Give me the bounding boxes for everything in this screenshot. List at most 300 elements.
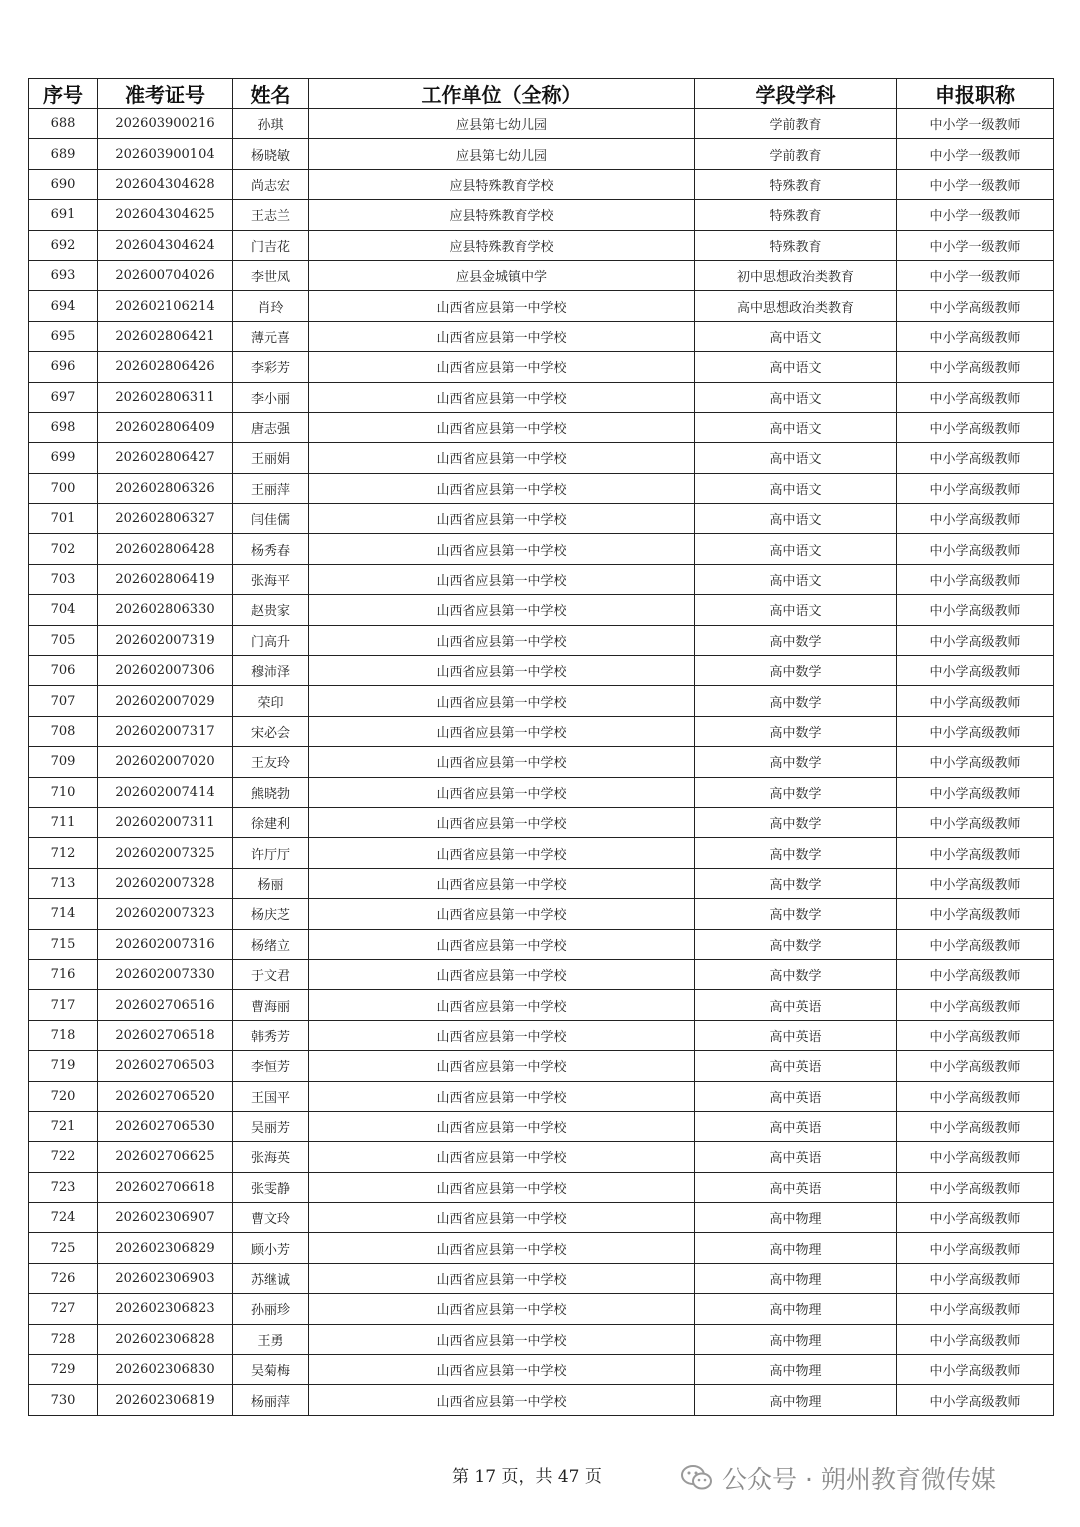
cell-ticket-no: 202602007325 (98, 838, 233, 868)
cell-title: 中小学高级教师 (897, 1385, 1054, 1415)
cell-seq: 697 (29, 382, 98, 412)
cell-seq: 707 (29, 686, 98, 716)
cell-subject: 高中英语 (695, 1020, 897, 1050)
cell-title: 中小学高级教师 (897, 382, 1054, 412)
cell-name: 赵贵家 (233, 595, 309, 625)
cell-ticket-no: 202602007306 (98, 656, 233, 686)
cell-work-unit: 山西省应县第一中学校 (309, 716, 695, 746)
table-row (29, 443, 1054, 473)
cell-seq: 711 (29, 807, 98, 837)
cell-ticket-no: 202602806327 (98, 504, 233, 534)
cell-title: 中小学一级教师 (897, 230, 1054, 260)
cell-seq: 701 (29, 504, 98, 534)
cell-seq: 694 (29, 291, 98, 321)
cell-name: 王丽娟 (233, 443, 309, 473)
cell-ticket-no: 202603900216 (98, 109, 233, 139)
cell-subject: 高中物理 (695, 1355, 897, 1385)
cell-ticket-no: 202602007330 (98, 959, 233, 989)
cell-ticket-no: 202602706503 (98, 1051, 233, 1081)
cell-work-unit: 山西省应县第一中学校 (309, 595, 695, 625)
cell-ticket-no: 202603900104 (98, 139, 233, 169)
cell-seq: 692 (29, 230, 98, 260)
table-row (29, 838, 1054, 868)
table-row (29, 473, 1054, 503)
cell-title: 中小学高级教师 (897, 1111, 1054, 1141)
cell-name: 宋必会 (233, 716, 309, 746)
cell-subject: 高中英语 (695, 1081, 897, 1111)
cell-title: 中小学高级教师 (897, 595, 1054, 625)
cell-subject: 高中数学 (695, 625, 897, 655)
cell-seq: 690 (29, 169, 98, 199)
cell-name: 苏继诚 (233, 1263, 309, 1293)
cell-title: 中小学高级教师 (897, 959, 1054, 989)
roster-table (28, 78, 1054, 1416)
cell-title: 中小学高级教师 (897, 564, 1054, 594)
table-row (29, 899, 1054, 929)
page-footer (0, 1460, 1080, 1494)
table-row (29, 109, 1054, 139)
cell-subject: 高中英语 (695, 990, 897, 1020)
cell-title: 中小学高级教师 (897, 473, 1054, 503)
cell-name: 熊晓勃 (233, 777, 309, 807)
cell-title: 中小学高级教师 (897, 1051, 1054, 1081)
table-row (29, 230, 1054, 260)
cell-seq: 691 (29, 200, 98, 230)
page-number: 第 17 页，共 47 页 (452, 1467, 602, 1487)
cell-work-unit: 山西省应县第一中学校 (309, 990, 695, 1020)
cell-work-unit: 山西省应县第一中学校 (309, 1020, 695, 1050)
cell-name: 王勇 (233, 1324, 309, 1354)
cell-title: 中小学高级教师 (897, 807, 1054, 837)
cell-name: 尚志宏 (233, 169, 309, 199)
cell-title: 中小学一级教师 (897, 169, 1054, 199)
cell-name: 顾小芳 (233, 1233, 309, 1263)
table-row (29, 504, 1054, 534)
cell-subject: 高中物理 (695, 1294, 897, 1324)
table-row (29, 1324, 1054, 1354)
cell-work-unit: 山西省应县第一中学校 (309, 473, 695, 503)
table-row (29, 1020, 1054, 1050)
table-row (29, 382, 1054, 412)
cell-ticket-no: 202602706618 (98, 1172, 233, 1202)
cell-seq: 693 (29, 260, 98, 290)
cell-ticket-no: 202604304625 (98, 200, 233, 230)
cell-title: 中小学高级教师 (897, 625, 1054, 655)
cell-work-unit: 山西省应县第一中学校 (309, 382, 695, 412)
cell-subject: 高中物理 (695, 1385, 897, 1415)
table-row (29, 534, 1054, 564)
table-row (29, 1294, 1054, 1324)
cell-ticket-no: 202602007323 (98, 899, 233, 929)
cell-seq: 719 (29, 1051, 98, 1081)
cell-ticket-no: 202602306823 (98, 1294, 233, 1324)
cell-ticket-no: 202602806311 (98, 382, 233, 412)
cell-name: 韩秀芳 (233, 1020, 309, 1050)
cell-work-unit: 山西省应县第一中学校 (309, 1355, 695, 1385)
cell-name: 唐志强 (233, 412, 309, 442)
cell-name: 吴丽芳 (233, 1111, 309, 1141)
cell-ticket-no: 202602706518 (98, 1020, 233, 1050)
cell-work-unit: 山西省应县第一中学校 (309, 1111, 695, 1141)
cell-seq: 712 (29, 838, 98, 868)
cell-name: 杨晓敏 (233, 139, 309, 169)
table-header-row (29, 79, 1054, 109)
cell-subject: 初中思想政治类教育 (695, 260, 897, 290)
cell-ticket-no: 202602306903 (98, 1263, 233, 1293)
table-row (29, 868, 1054, 898)
cell-name: 王丽萍 (233, 473, 309, 503)
cell-name: 杨庆芝 (233, 899, 309, 929)
cell-work-unit: 山西省应县第一中学校 (309, 534, 695, 564)
cell-work-unit: 应县特殊教育学校 (309, 200, 695, 230)
cell-seq: 702 (29, 534, 98, 564)
cell-title: 中小学高级教师 (897, 899, 1054, 929)
cell-title: 中小学高级教师 (897, 412, 1054, 442)
cell-subject: 高中数学 (695, 929, 897, 959)
table-row (29, 564, 1054, 594)
cell-work-unit: 山西省应县第一中学校 (309, 1081, 695, 1111)
cell-subject: 学前教育 (695, 109, 897, 139)
cell-name: 李小丽 (233, 382, 309, 412)
table-row (29, 929, 1054, 959)
table-row (29, 352, 1054, 382)
cell-title: 中小学一级教师 (897, 200, 1054, 230)
cell-name: 杨丽萍 (233, 1385, 309, 1415)
cell-title: 中小学高级教师 (897, 990, 1054, 1020)
cell-subject: 高中语文 (695, 595, 897, 625)
cell-name: 李彩芳 (233, 352, 309, 382)
cell-title: 中小学高级教师 (897, 777, 1054, 807)
header-work-unit: 工作单位（全称） (309, 79, 695, 109)
cell-ticket-no: 202602007316 (98, 929, 233, 959)
cell-subject: 高中语文 (695, 321, 897, 351)
cell-ticket-no: 202602007029 (98, 686, 233, 716)
cell-seq: 710 (29, 777, 98, 807)
cell-subject: 高中数学 (695, 807, 897, 837)
table-row (29, 139, 1054, 169)
table-row (29, 321, 1054, 351)
cell-subject: 高中数学 (695, 716, 897, 746)
header-seq: 序号 (29, 79, 98, 109)
cell-work-unit: 山西省应县第一中学校 (309, 1324, 695, 1354)
table-row (29, 686, 1054, 716)
cell-subject: 高中数学 (695, 656, 897, 686)
cell-title: 中小学高级教师 (897, 1355, 1054, 1385)
cell-title: 中小学高级教师 (897, 534, 1054, 564)
cell-seq: 716 (29, 959, 98, 989)
cell-work-unit: 山西省应县第一中学校 (309, 899, 695, 929)
cell-ticket-no: 202602806409 (98, 412, 233, 442)
header-ticket-no: 准考证号 (98, 79, 233, 109)
cell-title: 中小学高级教师 (897, 1324, 1054, 1354)
cell-seq: 727 (29, 1294, 98, 1324)
cell-work-unit: 山西省应县第一中学校 (309, 1051, 695, 1081)
cell-subject: 高中英语 (695, 1051, 897, 1081)
cell-work-unit: 山西省应县第一中学校 (309, 686, 695, 716)
cell-seq: 695 (29, 321, 98, 351)
table-row (29, 1203, 1054, 1233)
table-row (29, 716, 1054, 746)
cell-name: 杨秀春 (233, 534, 309, 564)
cell-name: 孙丽珍 (233, 1294, 309, 1324)
cell-seq: 721 (29, 1111, 98, 1141)
cell-seq: 699 (29, 443, 98, 473)
cell-work-unit: 山西省应县第一中学校 (309, 838, 695, 868)
cell-work-unit: 山西省应县第一中学校 (309, 1142, 695, 1172)
cell-title: 中小学高级教师 (897, 1294, 1054, 1324)
cell-seq: 698 (29, 412, 98, 442)
cell-work-unit: 山西省应县第一中学校 (309, 1263, 695, 1293)
cell-ticket-no: 202602806427 (98, 443, 233, 473)
table-row (29, 595, 1054, 625)
cell-subject: 高中数学 (695, 747, 897, 777)
cell-ticket-no: 202602306828 (98, 1324, 233, 1354)
cell-title: 中小学高级教师 (897, 1172, 1054, 1202)
cell-subject: 学前教育 (695, 139, 897, 169)
cell-ticket-no: 202600704026 (98, 260, 233, 290)
header-title: 申报职称 (897, 79, 1054, 109)
cell-seq: 724 (29, 1203, 98, 1233)
table-row (29, 1263, 1054, 1293)
cell-work-unit: 山西省应县第一中学校 (309, 656, 695, 686)
cell-name: 于文君 (233, 959, 309, 989)
watermark (680, 1460, 996, 1496)
cell-subject: 高中语文 (695, 382, 897, 412)
cell-work-unit: 应县第七幼儿园 (309, 109, 695, 139)
cell-seq: 718 (29, 1020, 98, 1050)
cell-ticket-no: 202602806330 (98, 595, 233, 625)
cell-ticket-no: 202602806421 (98, 321, 233, 351)
cell-seq: 688 (29, 109, 98, 139)
cell-name: 杨丽 (233, 868, 309, 898)
cell-seq: 726 (29, 1263, 98, 1293)
cell-title: 中小学高级教师 (897, 1142, 1054, 1172)
table-row (29, 1233, 1054, 1263)
cell-name: 许厅厅 (233, 838, 309, 868)
cell-subject: 高中思想政治类教育 (695, 291, 897, 321)
cell-seq: 689 (29, 139, 98, 169)
cell-subject: 高中英语 (695, 1111, 897, 1141)
cell-subject: 特殊教育 (695, 169, 897, 199)
cell-name: 李恒芳 (233, 1051, 309, 1081)
cell-subject: 高中数学 (695, 777, 897, 807)
roster-table-container (28, 78, 1053, 1416)
cell-work-unit: 山西省应县第一中学校 (309, 807, 695, 837)
cell-seq: 717 (29, 990, 98, 1020)
cell-title: 中小学一级教师 (897, 109, 1054, 139)
cell-seq: 703 (29, 564, 98, 594)
cell-seq: 723 (29, 1172, 98, 1202)
cell-ticket-no: 202604304624 (98, 230, 233, 260)
header-subject: 学段学科 (695, 79, 897, 109)
table-row (29, 412, 1054, 442)
cell-seq: 709 (29, 747, 98, 777)
cell-subject: 特殊教育 (695, 230, 897, 260)
cell-name: 李世凤 (233, 260, 309, 290)
cell-work-unit: 山西省应县第一中学校 (309, 352, 695, 382)
cell-work-unit: 山西省应县第一中学校 (309, 321, 695, 351)
cell-name: 吴菊梅 (233, 1355, 309, 1385)
table-row (29, 1385, 1054, 1415)
cell-title: 中小学高级教师 (897, 352, 1054, 382)
cell-work-unit: 山西省应县第一中学校 (309, 625, 695, 655)
cell-work-unit: 山西省应县第一中学校 (309, 1233, 695, 1263)
cell-title: 中小学高级教师 (897, 656, 1054, 686)
table-row (29, 200, 1054, 230)
cell-ticket-no: 202602806428 (98, 534, 233, 564)
cell-subject: 高中物理 (695, 1263, 897, 1293)
cell-title: 中小学高级教师 (897, 291, 1054, 321)
cell-title: 中小学一级教师 (897, 260, 1054, 290)
cell-name: 曹文玲 (233, 1203, 309, 1233)
cell-seq: 729 (29, 1355, 98, 1385)
cell-name: 孙琪 (233, 109, 309, 139)
cell-name: 张雯静 (233, 1172, 309, 1202)
cell-title: 中小学高级教师 (897, 504, 1054, 534)
cell-subject: 高中数学 (695, 899, 897, 929)
cell-subject: 高中语文 (695, 504, 897, 534)
cell-ticket-no: 202602306830 (98, 1355, 233, 1385)
cell-title: 中小学高级教师 (897, 747, 1054, 777)
wechat-icon (680, 1463, 714, 1493)
table-row (29, 807, 1054, 837)
table-row (29, 1142, 1054, 1172)
cell-work-unit: 山西省应县第一中学校 (309, 564, 695, 594)
cell-title: 中小学高级教师 (897, 1081, 1054, 1111)
cell-work-unit: 山西省应县第一中学校 (309, 443, 695, 473)
cell-title: 中小学一级教师 (897, 139, 1054, 169)
cell-subject: 高中数学 (695, 686, 897, 716)
table-row (29, 959, 1054, 989)
table-body (29, 109, 1054, 1416)
cell-ticket-no: 202602306829 (98, 1233, 233, 1263)
cell-ticket-no: 202602706625 (98, 1142, 233, 1172)
cell-title: 中小学高级教师 (897, 1233, 1054, 1263)
cell-ticket-no: 202602806326 (98, 473, 233, 503)
cell-subject: 高中英语 (695, 1142, 897, 1172)
cell-subject: 高中物理 (695, 1203, 897, 1233)
cell-work-unit: 应县金城镇中学 (309, 260, 695, 290)
table-row (29, 1051, 1054, 1081)
table-row (29, 1081, 1054, 1111)
cell-name: 门吉花 (233, 230, 309, 260)
cell-title: 中小学高级教师 (897, 716, 1054, 746)
cell-seq: 708 (29, 716, 98, 746)
table-row (29, 1172, 1054, 1202)
table-row (29, 169, 1054, 199)
cell-seq: 720 (29, 1081, 98, 1111)
cell-subject: 特殊教育 (695, 200, 897, 230)
cell-title: 中小学高级教师 (897, 868, 1054, 898)
cell-work-unit: 山西省应县第一中学校 (309, 504, 695, 534)
cell-work-unit: 山西省应县第一中学校 (309, 747, 695, 777)
table-row (29, 990, 1054, 1020)
cell-title: 中小学高级教师 (897, 1203, 1054, 1233)
cell-name: 王志兰 (233, 200, 309, 230)
cell-subject: 高中语文 (695, 352, 897, 382)
header-name: 姓名 (233, 79, 309, 109)
cell-seq: 715 (29, 929, 98, 959)
cell-ticket-no: 202604304628 (98, 169, 233, 199)
table-row (29, 260, 1054, 290)
cell-seq: 714 (29, 899, 98, 929)
cell-work-unit: 山西省应县第一中学校 (309, 959, 695, 989)
table-row (29, 656, 1054, 686)
cell-seq: 722 (29, 1142, 98, 1172)
cell-ticket-no: 202602007311 (98, 807, 233, 837)
cell-work-unit: 山西省应县第一中学校 (309, 1172, 695, 1202)
cell-ticket-no: 202602007020 (98, 747, 233, 777)
cell-subject: 高中语文 (695, 473, 897, 503)
cell-ticket-no: 202602706520 (98, 1081, 233, 1111)
cell-seq: 725 (29, 1233, 98, 1263)
cell-ticket-no: 202602306819 (98, 1385, 233, 1415)
cell-seq: 728 (29, 1324, 98, 1354)
cell-name: 曹海丽 (233, 990, 309, 1020)
cell-work-unit: 应县第七幼儿园 (309, 139, 695, 169)
cell-seq: 713 (29, 868, 98, 898)
cell-name: 荣印 (233, 686, 309, 716)
cell-seq: 705 (29, 625, 98, 655)
cell-ticket-no: 202602007317 (98, 716, 233, 746)
cell-subject: 高中语文 (695, 564, 897, 594)
cell-name: 肖玲 (233, 291, 309, 321)
cell-subject: 高中英语 (695, 1172, 897, 1202)
cell-seq: 696 (29, 352, 98, 382)
cell-name: 王友玲 (233, 747, 309, 777)
cell-name: 薄元喜 (233, 321, 309, 351)
cell-name: 穆沛泽 (233, 656, 309, 686)
cell-name: 闫佳儒 (233, 504, 309, 534)
cell-subject: 高中数学 (695, 868, 897, 898)
cell-ticket-no: 202602306907 (98, 1203, 233, 1233)
cell-title: 中小学高级教师 (897, 929, 1054, 959)
cell-name: 王国平 (233, 1081, 309, 1111)
table-row (29, 625, 1054, 655)
cell-seq: 704 (29, 595, 98, 625)
table-row (29, 747, 1054, 777)
cell-ticket-no: 202602806426 (98, 352, 233, 382)
table-row (29, 1355, 1054, 1385)
cell-ticket-no: 202602106214 (98, 291, 233, 321)
cell-work-unit: 山西省应县第一中学校 (309, 291, 695, 321)
cell-work-unit: 山西省应县第一中学校 (309, 929, 695, 959)
table-row (29, 777, 1054, 807)
cell-seq: 706 (29, 656, 98, 686)
cell-work-unit: 应县特殊教育学校 (309, 169, 695, 199)
cell-subject: 高中数学 (695, 959, 897, 989)
watermark-text: 公众号 · 朔州教育微传媒 (722, 1465, 996, 1494)
table-row (29, 291, 1054, 321)
cell-subject: 高中语文 (695, 443, 897, 473)
cell-work-unit: 应县特殊教育学校 (309, 230, 695, 260)
cell-subject: 高中数学 (695, 838, 897, 868)
cell-name: 张海英 (233, 1142, 309, 1172)
cell-ticket-no: 202602007328 (98, 868, 233, 898)
cell-ticket-no: 202602706516 (98, 990, 233, 1020)
cell-work-unit: 山西省应县第一中学校 (309, 868, 695, 898)
cell-ticket-no: 202602007319 (98, 625, 233, 655)
cell-subject: 高中语文 (695, 412, 897, 442)
cell-title: 中小学高级教师 (897, 321, 1054, 351)
cell-name: 徐建利 (233, 807, 309, 837)
cell-work-unit: 山西省应县第一中学校 (309, 412, 695, 442)
cell-title: 中小学高级教师 (897, 1263, 1054, 1293)
cell-ticket-no: 202602706530 (98, 1111, 233, 1141)
cell-ticket-no: 202602007414 (98, 777, 233, 807)
cell-work-unit: 山西省应县第一中学校 (309, 1203, 695, 1233)
cell-title: 中小学高级教师 (897, 1020, 1054, 1050)
